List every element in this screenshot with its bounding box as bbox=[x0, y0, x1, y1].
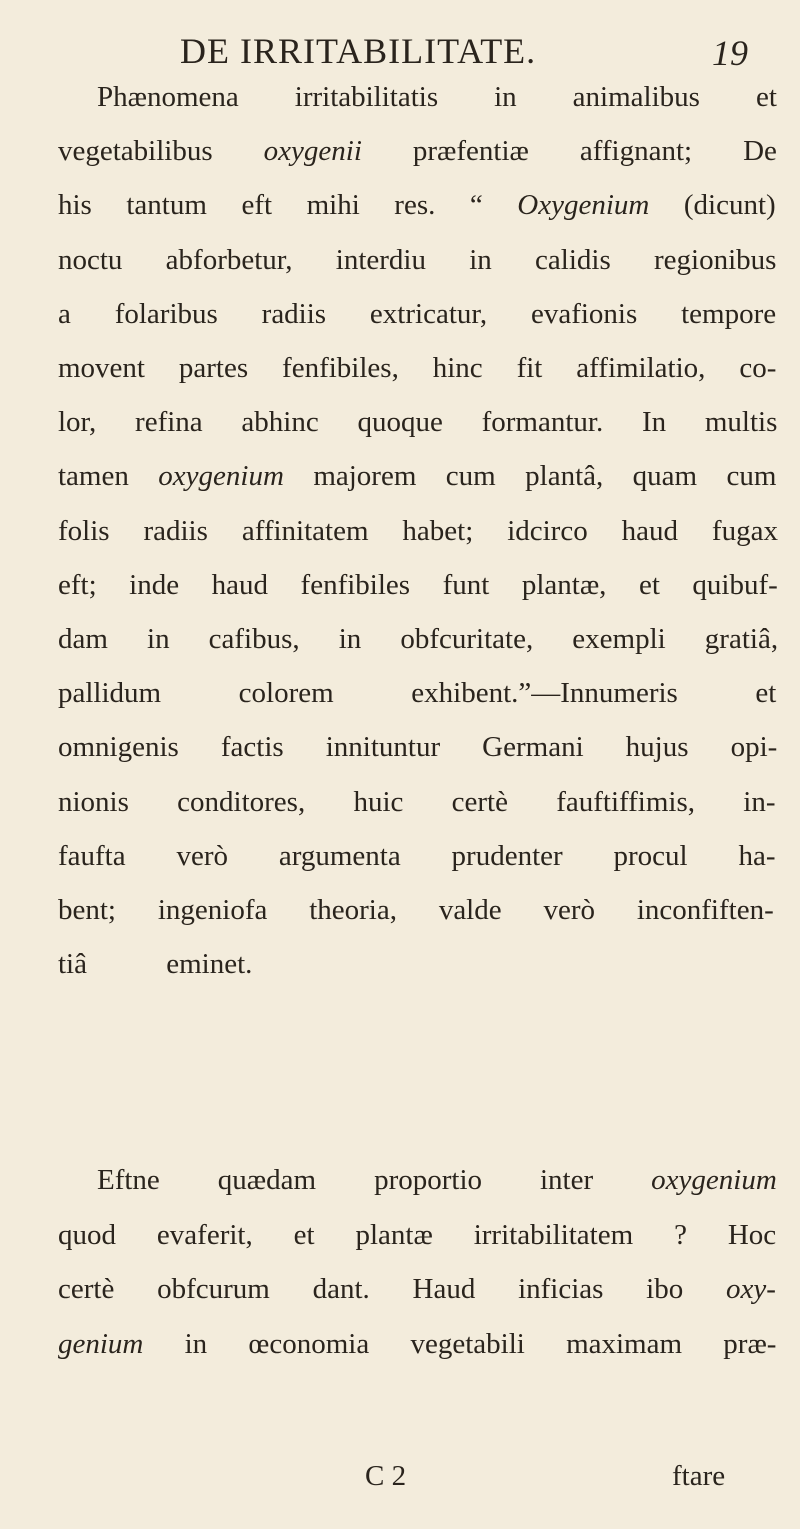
text-run: (dicunt) bbox=[649, 189, 776, 222]
italic-term: oxygenium bbox=[158, 460, 284, 493]
text-run: tamen bbox=[58, 460, 159, 493]
text-run: certè obfcurum dant. Haud inficias ibo bbox=[58, 1273, 726, 1306]
text-line bbox=[58, 343, 776, 393]
text-line bbox=[58, 180, 776, 230]
italic-term: Oxygenium bbox=[517, 189, 650, 222]
text-run: pallidum colorem exhibent.”—Innumeris et bbox=[58, 677, 777, 710]
text-run: his tantum eft mihi res. “ bbox=[58, 189, 518, 222]
signature-mark: C 2 bbox=[365, 1460, 407, 1492]
italic-term: oxy- bbox=[725, 1273, 776, 1306]
text-run: Phænomena irritabilitatis in animalibus et bbox=[97, 81, 777, 113]
text-run: dam in cafibus, in obfcuritate, exempli gratiâ, bbox=[58, 623, 779, 655]
italic-term: oxygenium bbox=[651, 1164, 777, 1196]
text-line bbox=[58, 289, 776, 339]
text-line bbox=[58, 1264, 776, 1314]
page-footer bbox=[0, 1460, 800, 1510]
text-run: noctu abforbetur, interdiu in calidis regionibus bbox=[58, 243, 777, 276]
text-line bbox=[58, 614, 778, 664]
text-run: faufta verò argumenta prudenter procul ha- bbox=[58, 839, 776, 872]
text-run: majorem cum plantâ, quam cum bbox=[283, 460, 777, 493]
text-run: quod evaferit, et plantæ irritabilitatem ? Hoc bbox=[58, 1218, 777, 1251]
text-line bbox=[97, 1155, 777, 1205]
text-line bbox=[58, 668, 776, 718]
running-title: DE IRRITABILITATE. bbox=[180, 31, 537, 71]
text-run: bent; ingeniofa theoria, valde verò inconfiften- bbox=[58, 894, 774, 926]
text-run: in œconomia vegetabili maximam præ- bbox=[143, 1328, 777, 1361]
text-run: omnigenis factis innituntur Germani hujus opi- bbox=[58, 731, 778, 764]
text-line bbox=[97, 72, 777, 122]
text-run: nionis conditores, huic certè fauftiffimis, in- bbox=[58, 785, 776, 818]
text-run: Eftne quædam proportio inter bbox=[97, 1164, 652, 1196]
text-run: præfentiæ affignant; De bbox=[361, 135, 777, 168]
text-line bbox=[58, 560, 778, 610]
text-run: tiâ eminet. bbox=[58, 948, 253, 981]
italic-term: genium bbox=[58, 1328, 144, 1361]
text-line bbox=[58, 1319, 776, 1369]
text-line bbox=[58, 939, 252, 989]
text-run: a folaribus radiis extricatur, evafionis tempore bbox=[58, 297, 777, 330]
text-run: vegetabilibus bbox=[58, 135, 264, 168]
text-run: folis radiis affinitatem habet; idcirco haud fugax bbox=[58, 514, 778, 547]
text-line bbox=[58, 885, 774, 935]
text-line bbox=[58, 506, 778, 556]
text-line bbox=[58, 777, 775, 827]
text-line bbox=[58, 397, 777, 447]
catchword: ftare bbox=[672, 1460, 726, 1492]
text-line bbox=[58, 235, 776, 285]
text-line bbox=[58, 831, 776, 881]
text-line bbox=[58, 1210, 776, 1260]
italic-term: oxygenii bbox=[263, 135, 362, 168]
page-number: 19 bbox=[712, 33, 748, 73]
text-run: eft; inde haud fenfibiles funt plantæ, et quibuf- bbox=[58, 568, 778, 601]
text-line bbox=[58, 722, 777, 772]
text-line bbox=[58, 451, 776, 501]
text-run: movent partes fenfibiles, hinc fit affimilatio, co- bbox=[58, 352, 777, 384]
text-line bbox=[58, 126, 777, 176]
text-run: lor, refina abhinc quoque formantur. In multis bbox=[58, 406, 778, 439]
